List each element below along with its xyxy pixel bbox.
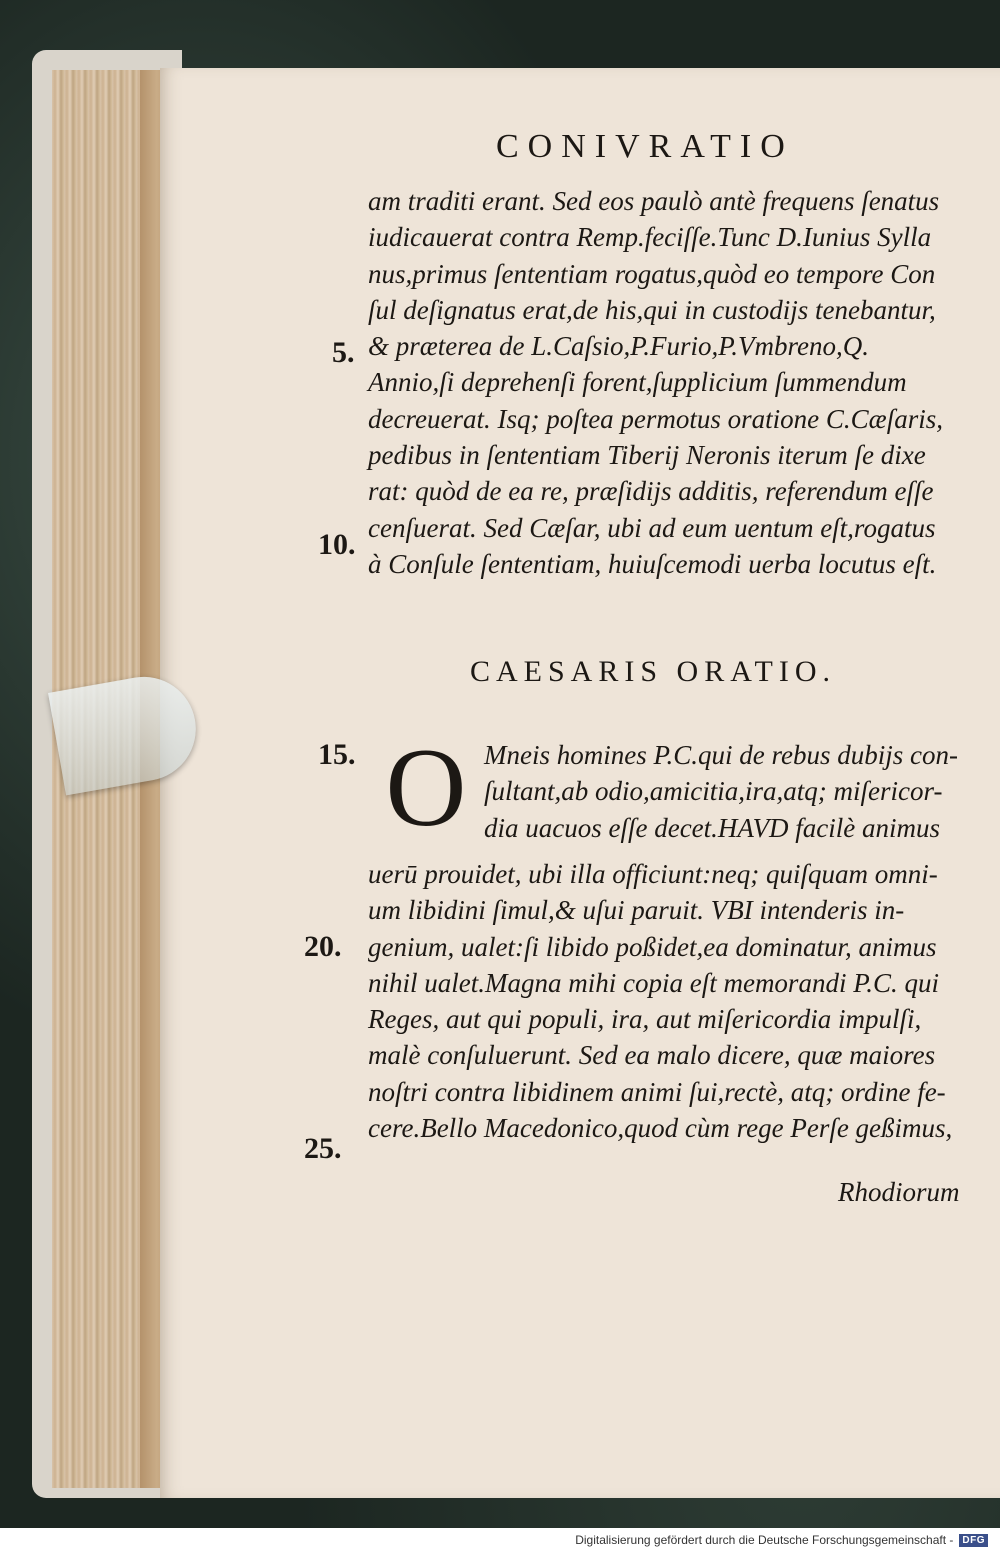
text-line: noſtri contra libidinem animi ſui,rectè, atq; ordine fe- — [368, 1076, 946, 1107]
funding-footer — [575, 1533, 988, 1547]
section-heading: CAESARIS ORATIO. — [470, 655, 837, 688]
line-number: 15. — [318, 738, 356, 771]
text-line: uerū prouidet, ubi illa officiunt:neq; quiſquam omni- — [368, 859, 938, 889]
text-line: rat: quòd de ea re, præſidijs additis, referendum eſſe — [368, 476, 934, 507]
text-line: genium, ualet:ſi libido poßidet,ea dominatur, animus — [368, 931, 937, 962]
text-line: malè conſuluerunt. Sed ea malo dicere, quæ maiores — [368, 1040, 936, 1071]
catchword: Rhodiorum — [838, 1177, 960, 1207]
text-line: & præterea de L.Caſsio,P.Furio,P.Vmbreno,Q. — [368, 331, 870, 362]
text-line: iudicauerat contra Remp.feciſſe.Tunc D.Iunius Sylla — [368, 222, 932, 253]
line-number: 25. — [304, 1132, 342, 1165]
funding-text: Digitalisierung gefördert durch die Deutsche Forschungsgemeinschaft - — [575, 1533, 954, 1547]
text-line: dia uacuos eſſe decet.HAVD facilè animus — [484, 812, 941, 843]
text-line: ſul deſignatus erat,de his,qui in custodijs tenebantur, — [368, 294, 936, 325]
line-number: 5. — [332, 336, 355, 369]
text-line: nus,primus ſententiam rogatus,quòd eo tempore Con — [368, 258, 936, 289]
text-line: decreuerat. Isq; poſtea permotus oratione C.Cæſaris, — [368, 403, 943, 434]
text-line: um libidini ſimul,& uſui paruit. VBI intenderis in- — [368, 895, 905, 926]
text-line: cenſuerat. Sed Cæſar, ubi ad eum uentum eſt,rogatus — [368, 512, 936, 543]
drop-cap: O — [385, 726, 467, 850]
text-line: Annio,ſi deprehenſi forent,ſupplicium ſummendum — [368, 367, 907, 398]
text-line: pedibus in ſententiam Tiberij Neronis iterum ſe dixe — [368, 440, 926, 471]
dfg-logo: DFG — [959, 1534, 988, 1547]
text-line: Mneis homines P.C.qui de rebus dubijs con- — [484, 740, 958, 770]
text-line: nihil ualet.Magna mihi copia eſt memorandi P.C. qui — [368, 967, 939, 998]
text-line: cere.Bello Macedonico,quod cùm rege Perſe geßimus, — [368, 1113, 953, 1144]
line-number: 10. — [318, 528, 356, 561]
paragraph-2-indented — [484, 737, 984, 846]
running-title: CONIVRATIO — [496, 128, 794, 165]
line-number: 20. — [304, 930, 342, 963]
text-line: Reges, aut qui populi, ira, aut miſericordia impulſi, — [368, 1004, 922, 1035]
paragraph-1 — [368, 183, 988, 582]
text-line: ſultant,ab odio,amicitia,ira,atq; miſericor- — [484, 776, 943, 807]
text-line: am traditi erant. Sed eos paulò antè frequens ſenatus — [368, 186, 940, 216]
paragraph-2 — [368, 856, 988, 1146]
text-line: à Conſule ſententiam, huiuſcemodi uerba locutus eſt. — [368, 548, 937, 579]
